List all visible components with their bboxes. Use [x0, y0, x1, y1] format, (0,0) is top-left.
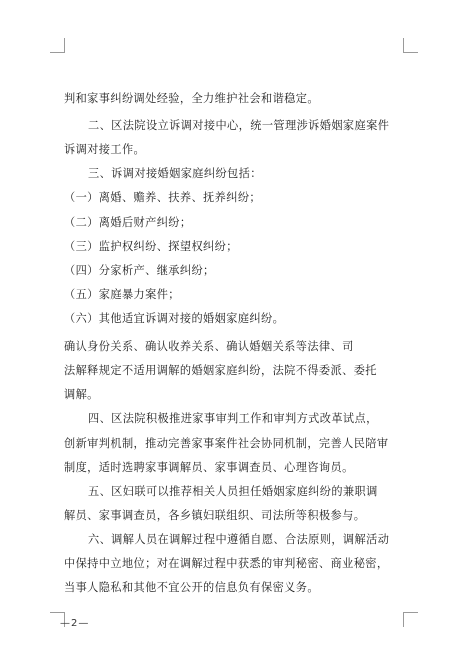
- page-number: —2—: [60, 618, 90, 629]
- text-line: 调解。: [64, 388, 99, 401]
- text-line: 三、诉调对接婚姻家庭纠纷包括：: [88, 167, 262, 180]
- text-line: （一）离婚、赡养、扶养、抚养纠纷；: [64, 191, 261, 204]
- text-line: 诉调对接工作。: [64, 143, 146, 156]
- text-line: 解员、家事调查员，各乡镇妇联组织、司法所等积极参与。: [64, 509, 366, 522]
- text-line: 中保持中立地位；对在调解过程中获悉的审判秘密、商业秘密，: [64, 557, 389, 570]
- text-line: 创新审判机制，推动完善家事案件社会协同机制，完善人民陪审: [64, 437, 389, 450]
- crop-mark-bottom-right: [403, 612, 418, 627]
- text-line: 五、区妇联可以推荐相关人员担任婚姻家庭纠纷的兼职调: [88, 485, 378, 498]
- crop-mark-top-right: [403, 38, 418, 53]
- text-line: 法解释规定不适用调解的婚姻家庭纠纷，法院不得委派、委托: [64, 364, 377, 377]
- text-line: 二、区法院设立诉调对接中心，统一管理涉诉婚姻家庭案件: [88, 119, 390, 132]
- text-line: 当事人隐私和其他不宜公开的信息负有保密义务。: [64, 581, 319, 594]
- text-line: （五）家庭暴力案件；: [64, 288, 180, 301]
- text-line: 判和家事纠纷调处经验，全力维护社会和谐稳定。: [64, 92, 319, 105]
- text-line: （四）分家析产、继承纠纷；: [64, 264, 215, 277]
- text-line: 四、区法院积极推进家事审判工作和审判方式改革试点，: [88, 412, 378, 425]
- text-line: 六、调解人员在调解过程中遵循自愿、合法原则，调解活动: [88, 533, 390, 546]
- text-line: （二）离婚后财产纠纷；: [64, 216, 192, 229]
- crop-mark-top-left: [50, 38, 65, 53]
- text-line: 制度，适时选聘家事调解员、家事调查员、心理咨询员。: [64, 461, 354, 474]
- text-line: （三）监护权纠纷、探望权纠纷；: [64, 240, 238, 253]
- text-line: 确认身份关系、确认收养关系、确认婚姻关系等法律、司: [64, 340, 354, 353]
- text-line: （六）其他适宜诉调对接的婚姻家庭纠纷。: [64, 312, 285, 325]
